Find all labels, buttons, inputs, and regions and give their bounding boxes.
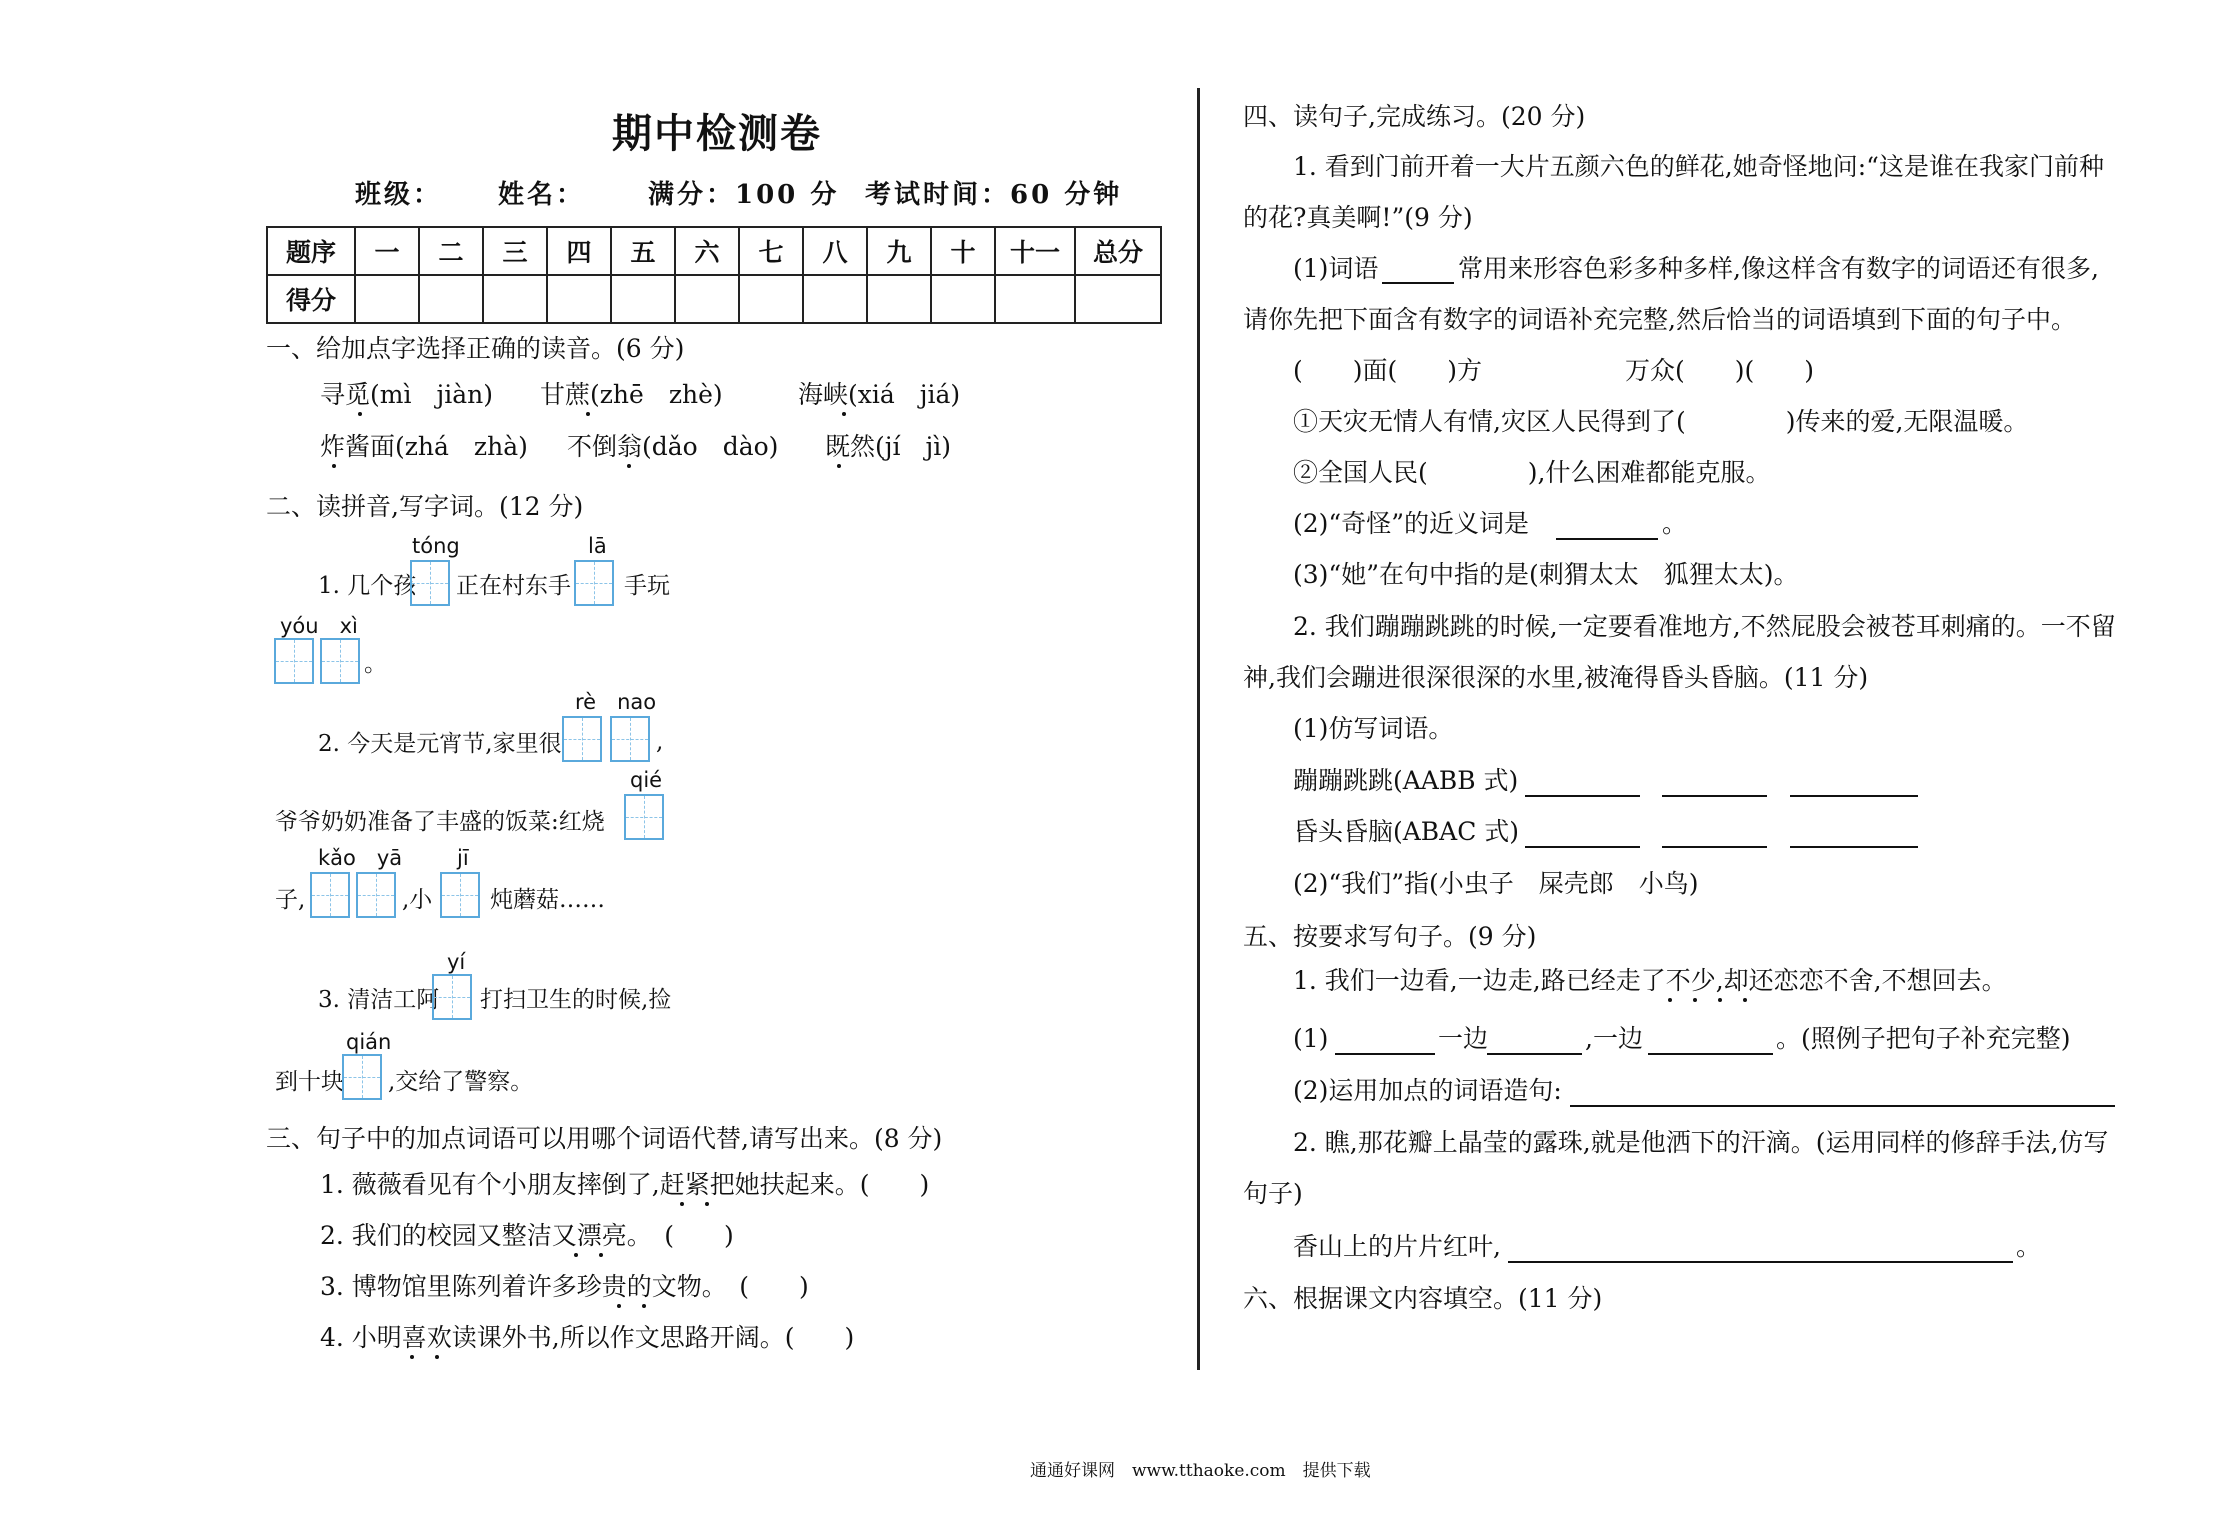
score-input-cell[interactable] <box>739 275 803 323</box>
emphasis-dot <box>627 464 631 468</box>
section-2-heading: 二、读拼音,写字词。(12 分) <box>266 492 584 521</box>
emphasis-dot <box>358 412 362 416</box>
s4-text: 昏头昏脑(ABAC 式) <box>1293 817 1520 846</box>
pinyin: qián <box>346 1030 392 1054</box>
table-cell: 一 <box>355 227 419 275</box>
tianzige-box[interactable] <box>610 716 650 762</box>
section-4-heading: 四、读句子,完成练习。(20 分) <box>1243 102 1586 131</box>
emphasis-dot <box>1743 998 1747 1002</box>
table-cell: 得分 <box>267 275 355 323</box>
s4-text: 请你先把下面含有数字的词语补充完整,然后恰当的词语填到下面的句子中。 <box>1243 305 2076 334</box>
s1-item[interactable]: 甘蔗(zhē zhè) <box>540 380 723 409</box>
table-cell: 四 <box>547 227 611 275</box>
s1-item[interactable]: 不倒翁(dǎo dào) <box>567 432 779 461</box>
section-3-heading: 三、句子中的加点词语可以用哪个词语代替,请写出来。(8 分) <box>266 1124 943 1153</box>
table-cell: 十一 <box>995 227 1075 275</box>
answer-blank[interactable] <box>1790 846 1918 848</box>
s2-text: 1. 几个孩 <box>318 573 417 599</box>
emphasis-dot <box>435 1355 439 1359</box>
table-cell: 五 <box>611 227 675 275</box>
tianzige-box[interactable] <box>274 638 314 684</box>
score-input-cell[interactable] <box>611 275 675 323</box>
pinyin: jī <box>457 846 469 870</box>
s5-text: 1. 我们一边看,一边走,路已经走了不少,却还恋恋不舍,不想回去。 <box>1293 966 2007 995</box>
score-input-cell[interactable] <box>675 275 739 323</box>
s4-text: 的花?真美啊!”(9 分) <box>1243 203 1473 232</box>
emphasis-dot <box>1668 998 1672 1002</box>
table-cell: 二 <box>419 227 483 275</box>
answer-blank[interactable] <box>1648 1053 1773 1055</box>
s4-text: (1)词语 <box>1293 254 1379 283</box>
answer-blank[interactable] <box>1335 1053 1435 1055</box>
column-divider <box>1197 88 1200 1370</box>
score-table-score-row <box>267 275 1161 323</box>
s2-text: 子, <box>275 887 306 913</box>
s3-item[interactable]: 2. 我们的校园又整洁又漂亮。 ( ) <box>320 1221 734 1250</box>
footer-credit: 通通好课网 www.tthaoke.com 提供下载 <box>1030 1461 1371 1481</box>
pinyin: tóng <box>412 534 460 558</box>
answer-blank[interactable] <box>1556 538 1658 540</box>
answer-blank[interactable] <box>1525 846 1640 848</box>
score-input-cell[interactable] <box>547 275 611 323</box>
emphasis-dot <box>586 412 590 416</box>
exam-time: 考试时间：60 分钟 <box>865 180 1123 210</box>
table-cell: 三 <box>483 227 547 275</box>
score-table <box>266 226 1162 324</box>
s4-text: (2)“奇怪”的近义词是 <box>1293 509 1529 538</box>
class-label: 班级： <box>355 180 443 210</box>
score-input-cell[interactable] <box>1075 275 1161 323</box>
s2-text: 到十块 <box>275 1069 344 1095</box>
s5-text: 句子) <box>1243 1179 1303 1208</box>
s4-text: 常用来形容色彩多种多样,像这样含有数字的词语还有很多, <box>1458 254 2099 283</box>
s5-text: (2)运用加点的词语造句: <box>1293 1076 1562 1105</box>
score-input-cell[interactable] <box>995 275 1075 323</box>
tianzige-box[interactable] <box>342 1054 382 1100</box>
emphasis-dot <box>410 1355 414 1359</box>
table-cell: 八 <box>803 227 867 275</box>
s2-text: , <box>656 729 664 755</box>
s1-item[interactable]: 海峡(xiá jiá) <box>798 380 961 409</box>
s5-text: 。 <box>2016 1232 2042 1261</box>
fill-in-idiom[interactable]: ( )面( )方 <box>1293 356 1483 385</box>
table-cell: 九 <box>867 227 931 275</box>
s2-text: 3. 清洁工阿 <box>318 987 440 1013</box>
pinyin: qié <box>630 768 663 792</box>
emphasis-dot <box>1718 998 1722 1002</box>
tianzige-box[interactable] <box>410 560 450 606</box>
s5-text: 2. 瞧,那花瓣上晶莹的露珠,就是他洒下的汗滴。(运用同样的修辞手法,仿写 <box>1293 1128 2109 1157</box>
s2-text: 手玩 <box>624 573 670 599</box>
answer-blank[interactable] <box>1790 795 1918 797</box>
tianzige-box[interactable] <box>440 872 480 918</box>
answer-blank[interactable] <box>1662 846 1767 848</box>
s5-text: 香山上的片片红叶, <box>1293 1232 1501 1261</box>
table-cell: 总分 <box>1075 227 1161 275</box>
s4-sentence[interactable]: ②全国人民( ),什么困难都能克服。 <box>1293 458 1771 487</box>
score-input-cell[interactable] <box>867 275 931 323</box>
s2-text: ,交给了警察。 <box>388 1069 534 1095</box>
section-1-heading: 一、给加点字选择正确的读音。(6 分) <box>266 334 685 363</box>
s4-sentence[interactable]: ①天灾无情人有情,灾区人民得到了( )传来的爱,无限温暖。 <box>1293 407 2029 436</box>
score-input-cell[interactable] <box>419 275 483 323</box>
s4-text: 蹦蹦跳跳(AABB 式) <box>1293 766 1519 795</box>
emphasis-dot <box>642 1304 646 1308</box>
s4-choice[interactable]: (3)“她”在句中指的是(刺猬太太 狐狸太太)。 <box>1293 560 1799 589</box>
emphasis-dot <box>705 1202 709 1206</box>
table-cell: 六 <box>675 227 739 275</box>
s5-text: 。(照例子把句子补充完整) <box>1776 1024 2071 1053</box>
score-table-header-row <box>267 227 1161 275</box>
emphasis-dot <box>599 1253 603 1257</box>
full-score: 满分：100 分 <box>648 180 840 210</box>
page-title: 期中检测卷 <box>612 110 822 157</box>
tianzige-box[interactable] <box>310 872 350 918</box>
pinyin: yí <box>447 950 466 974</box>
s2-text: 正在村东手 <box>456 573 571 599</box>
score-input-cell[interactable] <box>355 275 419 323</box>
s1-item[interactable]: 既然(jí jì) <box>825 432 952 461</box>
tianzige-box[interactable] <box>432 974 472 1020</box>
s4-text: 1. 看到门前开着一大片五颜六色的鲜花,她奇怪地问:“这是谁在我家门前种 <box>1293 152 2104 181</box>
pinyin: kǎo yā <box>318 846 403 870</box>
s4-choice[interactable]: (2)“我们”指(小虫子 屎壳郎 小鸟) <box>1293 869 1699 898</box>
s4-text: (1)仿写词语。 <box>1293 714 1454 743</box>
pinyin: yóu xì <box>280 614 358 638</box>
s4-text: 2. 我们蹦蹦跳跳的时候,一定要看准地方,不然屁股会被苍耳刺痛的。一不留 <box>1293 612 2116 641</box>
answer-blank[interactable] <box>1525 795 1640 797</box>
emphasis-dot <box>1693 998 1697 1002</box>
s2-text: 炖蘑菇…… <box>490 887 605 913</box>
name-label: 姓名： <box>498 180 586 210</box>
table-cell: 题序 <box>267 227 355 275</box>
answer-blank[interactable] <box>1382 282 1454 284</box>
s3-item[interactable]: 3. 博物馆里陈列着许多珍贵的文物。 ( ) <box>320 1272 809 1301</box>
answer-blank[interactable] <box>1487 1053 1582 1055</box>
tianzige-box[interactable] <box>356 872 396 918</box>
section-5-heading: 五、按要求写句子。(9 分) <box>1243 922 1537 951</box>
score-input-cell[interactable] <box>483 275 547 323</box>
tianzige-box[interactable] <box>624 794 664 840</box>
pinyin: rè nao <box>575 690 657 714</box>
emphasis-dot <box>680 1202 684 1206</box>
fill-in-idiom[interactable]: 万众( )( ) <box>1625 356 1815 385</box>
s2-text: 。 <box>364 651 387 677</box>
table-cell: 七 <box>739 227 803 275</box>
score-input-cell[interactable] <box>803 275 867 323</box>
section-6-heading: 六、根据课文内容填空。(11 分) <box>1243 1284 1603 1313</box>
s2-text: 爷爷奶奶准备了丰盛的饭菜:红烧 <box>275 809 605 835</box>
pinyin: lā <box>588 534 607 558</box>
tianzige-box[interactable] <box>320 638 360 684</box>
score-input-cell[interactable] <box>931 275 995 323</box>
s1-item[interactable]: 炸酱面(zhá zhà) <box>320 432 528 461</box>
emphasis-dot <box>837 464 841 468</box>
emphasis-dot <box>617 1304 621 1308</box>
s2-text: 打扫卫生的时候,捡 <box>480 987 672 1013</box>
s4-text: 神,我们会蹦进很深很深的水里,被淹得昏头昏脑。(11 分) <box>1243 663 1869 692</box>
s5-text: ,一边 <box>1585 1024 1643 1053</box>
emphasis-dot <box>332 464 336 468</box>
table-cell: 十 <box>931 227 995 275</box>
s3-item[interactable]: 4. 小明喜欢读课外书,所以作文思路开阔。( ) <box>320 1323 855 1352</box>
s3-item[interactable]: 1. 薇薇看见有个小朋友摔倒了,赶紧把她扶起来。( ) <box>320 1170 930 1199</box>
s5-text: (1) <box>1293 1024 1329 1053</box>
tianzige-box[interactable] <box>562 716 602 762</box>
answer-blank[interactable] <box>1508 1261 2013 1263</box>
s5-text: 一边 <box>1438 1024 1489 1053</box>
answer-blank[interactable] <box>1570 1105 2115 1107</box>
answer-blank[interactable] <box>1662 795 1767 797</box>
tianzige-box[interactable] <box>574 560 614 606</box>
s2-text: 2. 今天是元宵节,家里很 <box>318 731 562 757</box>
emphasis-dot <box>574 1253 578 1257</box>
s2-text: ,小 <box>402 887 433 913</box>
emphasis-dot <box>842 412 846 416</box>
s4-text: 。 <box>1662 509 1688 538</box>
s1-item[interactable]: 寻觅(mì jiàn) <box>320 380 493 409</box>
